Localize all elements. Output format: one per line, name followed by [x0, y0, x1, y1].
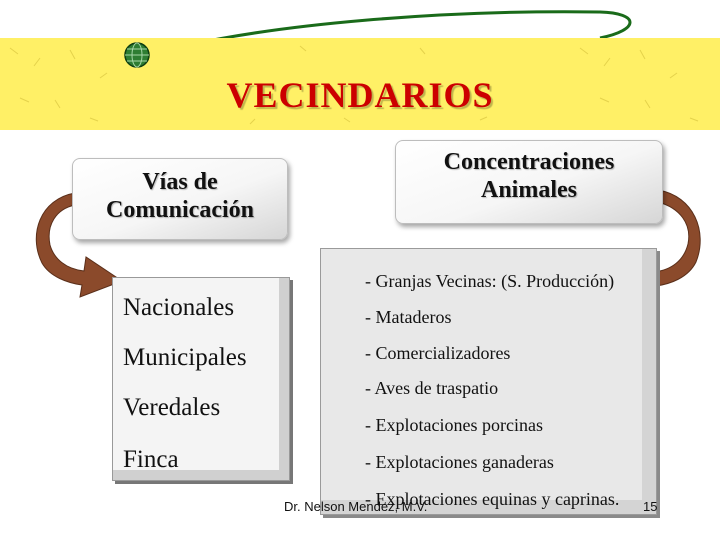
- page-number: 15: [643, 499, 658, 514]
- concentraciones-line-1: Concentraciones: [443, 149, 615, 175]
- list-item: Municipales: [123, 344, 247, 371]
- list-item: Veredales: [123, 394, 221, 421]
- vias-list-panel: [112, 277, 290, 481]
- list-item: - Granjas Vecinas: (S. Producción): [365, 271, 615, 291]
- vias-comunicacion-box: [72, 158, 288, 240]
- vias-line-1: Vías de: [142, 169, 218, 195]
- list-item: - Explotaciones porcinas: [365, 415, 543, 435]
- list-item: - Explotaciones equinas y caprinas.: [365, 489, 620, 509]
- page-title: VECINDARIOS: [226, 75, 494, 115]
- concentraciones-list-panel: [320, 248, 657, 515]
- list-item: - Aves de traspatio: [365, 378, 499, 398]
- list-item: - Comercializadores: [365, 343, 511, 363]
- list-item: - Mataderos: [365, 307, 452, 327]
- concentraciones-line-2: Animales: [481, 177, 577, 203]
- list-item: Nacionales: [123, 294, 235, 321]
- list-item: - Explotaciones ganaderas: [365, 452, 554, 472]
- concentraciones-animales-box: [395, 140, 663, 224]
- footer-author: Dr. Nelson Mendez, M.V.: [284, 499, 428, 514]
- vias-line-2: Comunicación: [105, 197, 254, 223]
- list-item: Finca: [123, 446, 179, 473]
- globe-icon: [122, 40, 152, 70]
